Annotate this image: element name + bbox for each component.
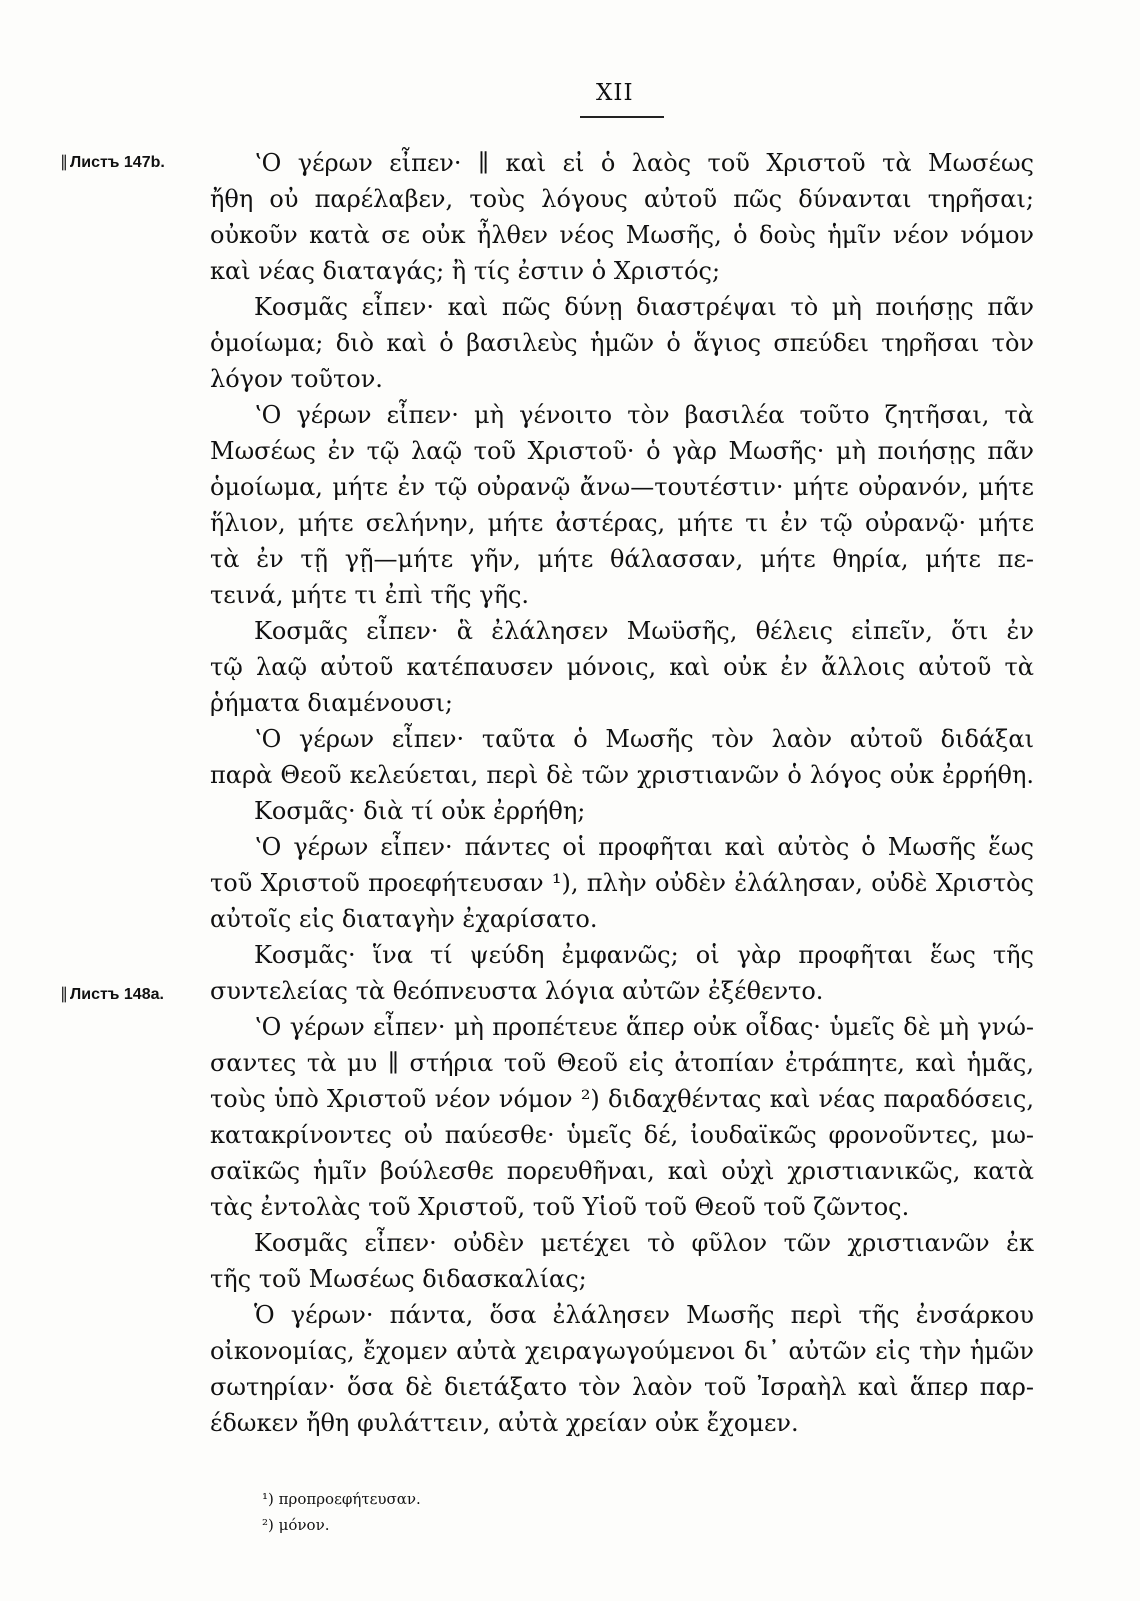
text-line: αὐτοῖς εἰς διαταγὴν ἐχαρίσατο. bbox=[210, 905, 598, 933]
text-line: ἤθη οὐ παρέλαβεν, τοὺς λόγους αὐτοῦ πῶς δύνανται τηρῆσαι; bbox=[210, 185, 1034, 213]
text-line: τῆς τοῦ Μωσέως διδασκαλίας; bbox=[210, 1265, 587, 1293]
text-line: καὶ νέας διαταγάς; ἢ τίς ἐστιν ὁ Χριστός; bbox=[210, 257, 721, 285]
text-line: τοῦ Χριστοῦ προεφήτευσαν ¹), πλὴν οὐδὲν ἐλάλησαν, οὐδὲ Χριστὸς bbox=[210, 869, 1034, 897]
text-line: τὰς ἐντολὰς τοῦ Χριστοῦ, τοῦ Υἱοῦ τοῦ Θεοῦ τοῦ ζῶντος. bbox=[210, 1193, 910, 1221]
page-number-rule bbox=[580, 116, 664, 118]
footnote bbox=[262, 1490, 421, 1508]
text-line: ʽΟ γέρων εἶπεν· μὴ γένοιτο τὸν βασιλέα τοῦτο ζητῆσαι, τὰ bbox=[254, 401, 1034, 429]
text-line: κατακρίνοντες οὐ παύεσθε· ὑμεῖς δέ, ἰουδαϊκῶς φρονοῦντες, μω- bbox=[210, 1121, 1034, 1149]
text-line: ʽΟ γέρων εἶπεν· ∥ καὶ εἰ ὁ λαὸς τοῦ Χριστοῦ τὰ Μωσέως bbox=[254, 149, 1034, 177]
text-line: ἥλιον, μήτε σελήνην, μήτε ἀστέρας, μήτε τι ἐν τῷ οὐρανῷ· μήτε bbox=[210, 509, 1034, 537]
text-line: τῷ λαῷ αὐτοῦ κατέπαυσεν μόνοις, καὶ οὐκ ἐν ἄλλοις αὐτοῦ τὰ bbox=[210, 653, 1034, 681]
footnote-marker: ²) bbox=[262, 1516, 274, 1534]
text-line: Κοσμᾶς· διὰ τί οὐκ ἐρρήθη; bbox=[254, 797, 586, 825]
text-line: λόγον τοῦτον. bbox=[210, 365, 383, 393]
text-line: τὰ ἐν τῇ γῇ—μήτε γῆν, μήτε θάλασσαν, μήτε θηρία, μήτε πε- bbox=[210, 545, 1034, 573]
text-line: ὁμοίωμα, μήτε ἐν τῷ οὐρανῷ ἄνω—τουτέστιν· μήτε οὐρανόν, μήτε bbox=[210, 473, 1034, 501]
text-line: σαϊκῶς ἡμῖν βούλεσθε πορευθῆναι, καὶ οὐχὶ χριστιανικῶς, κατὰ bbox=[210, 1157, 1034, 1185]
margin-note bbox=[60, 984, 164, 1004]
footnote bbox=[262, 1516, 329, 1534]
text-line: Κοσμᾶς εἶπεν· ἃ ἐλάλησεν Μωϋσῆς, θέλεις εἰπεῖν, ὅτι ἐν bbox=[254, 617, 1034, 645]
text-line: συντελείας τὰ θεόπνευστα λόγια αὐτῶν ἐξέθεντο. bbox=[210, 977, 824, 1005]
text-line: οἰκονομίας, ἔχομεν αὐτὰ χειραγωγούμενοι δι᾽ αὐτῶν εἰς τὴν ἡμῶν bbox=[210, 1337, 1034, 1365]
footnote-text: μόνον. bbox=[278, 1516, 330, 1534]
text-line: σωτηρίαν· ὅσα δὲ διετάξατο τὸν λαὸν τοῦ Ἰσραὴλ καὶ ἅπερ παρ- bbox=[210, 1373, 1034, 1401]
text-line: ʽΟ γέρων εἶπεν· ταῦτα ὁ Μωσῆς τὸν λαὸν αὐτοῦ διδάξαι bbox=[254, 725, 1034, 753]
text-line: ʽΟ γέρων εἶπεν· μὴ προπέτευε ἅπερ οὐκ οἶδας· ὑμεῖς δὲ μὴ γνώ- bbox=[254, 1013, 1034, 1041]
footnote-marker: ¹) bbox=[262, 1490, 274, 1508]
footnote-text: προπροεφήτευσαν. bbox=[278, 1490, 421, 1508]
page-number: XII bbox=[596, 80, 634, 106]
text-line: Κοσμᾶς εἶπεν· καὶ πῶς δύνῃ διαστρέψαι τὸ μὴ ποιήσῃς πᾶν bbox=[254, 293, 1034, 321]
margin-bars: ∥ bbox=[60, 986, 68, 1003]
text-line: ῥήματα διαμένουσι; bbox=[210, 689, 454, 717]
text-line: Ὁ γέρων· πάντα, ὅσα ἐλάλησεν Μωσῆς περὶ τῆς ἐνσάρκου bbox=[254, 1301, 1034, 1329]
margin-note-text: Лиcтъ 147b. bbox=[70, 154, 165, 171]
text-line: Μωσέως ἐν τῷ λαῷ τοῦ Χριστοῦ· ὁ γὰρ Μωσῆς· μὴ ποιήσῃς πᾶν bbox=[210, 437, 1034, 465]
text-line: παρὰ Θεοῦ κελεύεται, περὶ δὲ τῶν χριστιανῶν ὁ λόγος οὐκ ἐρρήθη. bbox=[210, 761, 1034, 789]
margin-bars: ∥ bbox=[60, 154, 68, 171]
text-line: Κοσμᾶς εἶπεν· οὐδὲν μετέχει τὸ φῦλον τῶν χριστιανῶν ἐκ bbox=[254, 1229, 1034, 1257]
text-line: ʽΟ γέρων εἶπεν· πάντες οἱ προφῆται καὶ αὐτὸς ὁ Μωσῆς ἕως bbox=[254, 833, 1034, 861]
text-line: Κοσμᾶς· ἵνα τί ψεύδη ἐμφανῶς; οἱ γὰρ προφῆται ἕως τῆς bbox=[254, 941, 1034, 969]
text-line: τεινά, μήτε τι ἐπὶ τῆς γῆς. bbox=[210, 581, 530, 609]
text-line: ὁμοίωμα; διὸ καὶ ὁ βασιλεὺς ἡμῶν ὁ ἅγιος σπεύδει τηρῆσαι τὸν bbox=[210, 329, 1034, 357]
text-line: οὐκοῦν κατὰ σε οὐκ ἦλθεν νέος Μωσῆς, ὁ δοὺς ἡμῖν νέον νόμον bbox=[210, 221, 1034, 249]
text-line: τοὺς ὑπὸ Χριστοῦ νέον νόμον ²) διδαχθέντας καὶ νέας παραδόσεις, bbox=[210, 1085, 1034, 1113]
margin-note-text: Лиcтъ 148a. bbox=[70, 986, 164, 1003]
margin-note bbox=[60, 152, 165, 172]
text-line: έδωκεν ἤθη φυλάττειν, αὐτὰ χρείαν οὐκ ἔχομεν. bbox=[210, 1409, 799, 1437]
text-line: σαντες τὰ μυ ∥ στήρια τοῦ Θεοῦ εἰς ἀτοπίαν ἐτράπητε, καὶ ἡμᾶς, bbox=[210, 1049, 1034, 1077]
